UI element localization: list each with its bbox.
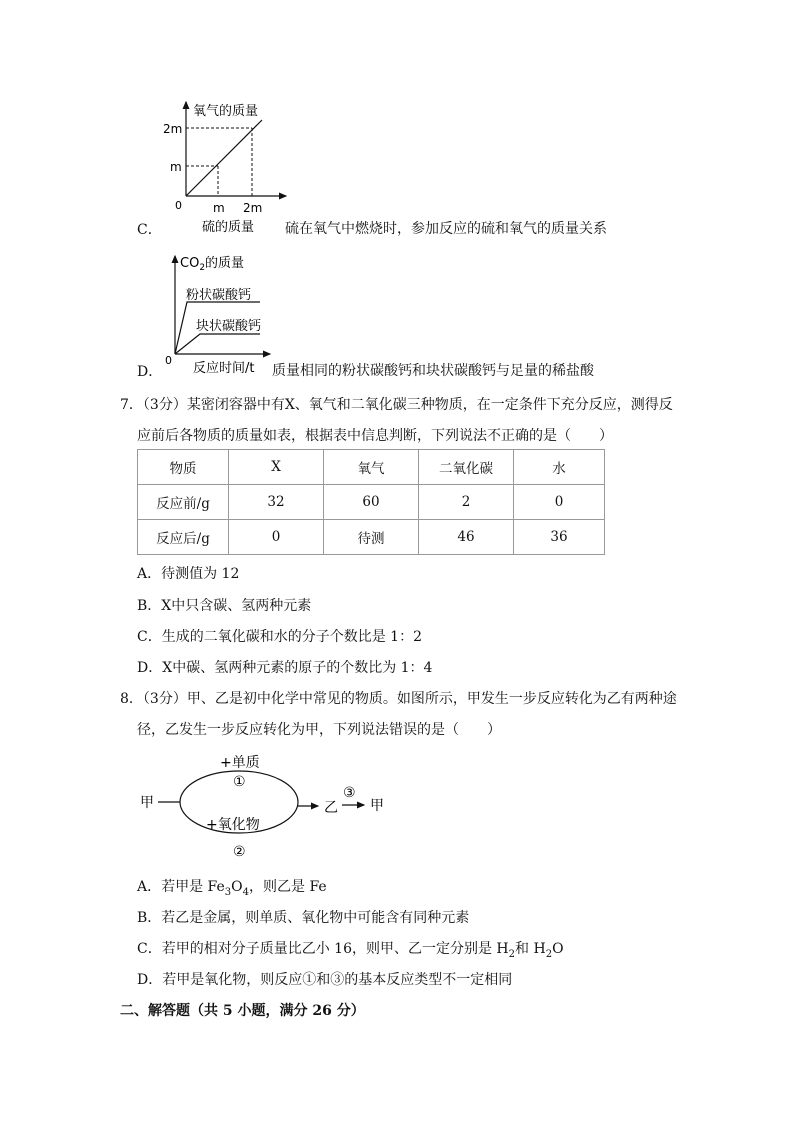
q7-table (137, 449, 605, 555)
x-axis-label: 硫的质量 (202, 220, 255, 235)
origin-label: 0 (165, 354, 172, 367)
q7-option-c: C．生成的二氧化碳和水的分子个数比是 1：2 (137, 629, 422, 645)
table-cell: 0 (229, 520, 324, 555)
q8-option-c: C．若甲的相对分子质量比乙小 16，则甲、乙一定分别是 $H_2$和 $H_2O$ (137, 941, 564, 960)
table-cell: 36 (514, 520, 605, 555)
table-header: X (229, 450, 324, 485)
option-d-desc: 质量相同的粉状碳酸钙和块状碳酸钙与足量的稀盐酸 (272, 363, 594, 379)
table-cell: 46 (419, 520, 514, 555)
y-tick-2m: 2m (163, 122, 183, 136)
relation-line (186, 120, 262, 196)
section-2-title: 二、解答题（共 5 小题，满分 26 分） (120, 1003, 365, 1019)
table-row (138, 485, 605, 520)
y-axis-label: 氧气的质量 (193, 104, 259, 119)
option-c-desc: 硫在氧气中燃烧时，参加反应的硫和氧气的质量关系 (285, 221, 607, 237)
mid-yi: 乙 (324, 800, 338, 816)
powder-label: 粉状碳酸钙 (186, 288, 252, 303)
lump-curve (175, 334, 260, 354)
q7-option-b: B．X中只含碳、氢两种元素 (137, 598, 312, 614)
table-row (138, 520, 605, 555)
table-cell: 0 (514, 485, 605, 520)
table-cell: 反应前/g (138, 485, 229, 520)
q8-option-d: D．若甲是氧化物，则反应①和③的基本反应类型不一定相同 (137, 972, 513, 988)
x-tick-m: m (213, 201, 225, 215)
table-cell: 60 (324, 485, 419, 520)
table-header: 物质 (138, 450, 229, 485)
x-tick-2m: 2m (243, 201, 263, 215)
arrow-num: ③ (343, 785, 356, 801)
table-cell: 反应后/g (138, 520, 229, 555)
oxygen-sulfur-graph (160, 96, 300, 238)
q8-reaction-diagram (138, 750, 388, 862)
q7-option-a: A．待测值为 12 (137, 566, 240, 582)
x-axis-label: 反应时间/t (193, 361, 255, 376)
table-cell: 2 (419, 485, 514, 520)
origin-label: 0 (175, 199, 182, 212)
q8-option-b: B．若乙是金属，则单质、氧化物中可能含有同种元素 (137, 910, 470, 926)
lump-label: 块状碳酸钙 (196, 319, 262, 334)
y-axis-label: $CO_2$的质量 (180, 256, 245, 273)
start-jia: 甲 (140, 795, 154, 811)
q7-option-d: D．X中碳、氢两种元素的原子的个数比为 1：4 (137, 660, 433, 676)
q8-stem-line2: 径，乙发生一步反应转化为甲，下列说法错误的是（ ） (137, 722, 501, 738)
q7-stem-line1: 7．（3分）某密闭容器中有X、氧气和二氧化碳三种物质，在一定条件下充分反应，测得反 (120, 397, 673, 413)
y-tick-m: m (170, 160, 182, 174)
q8-option-a: A．若甲是 $Fe_3O_4$，则乙是 Fe (137, 879, 327, 898)
table-cell: 待测 (324, 520, 419, 555)
bottom-label: +氧化物 (206, 817, 260, 833)
bottom-num: ② (233, 844, 246, 860)
table-header-row (138, 450, 605, 485)
table-header: 二氧化碳 (419, 450, 514, 485)
end-jia: 甲 (370, 798, 384, 814)
table-cell: 32 (229, 485, 324, 520)
table-header: 水 (514, 450, 605, 485)
top-label: +单质 (220, 755, 260, 771)
table-header: 氧气 (324, 450, 419, 485)
co2-time-graph (160, 250, 280, 376)
option-d-letter: D． (137, 364, 163, 380)
q8-stem-line1: 8．（3分）甲、乙是初中化学中常见的物质。如图所示，甲发生一步反应转化为乙有两种途 (120, 691, 677, 707)
top-num: ① (233, 774, 246, 790)
option-c-letter: C． (137, 222, 162, 238)
q7-stem-line2: 应前后各物质的质量如表，根据表中信息判断，下列说法不正确的是（ ） (137, 428, 613, 444)
